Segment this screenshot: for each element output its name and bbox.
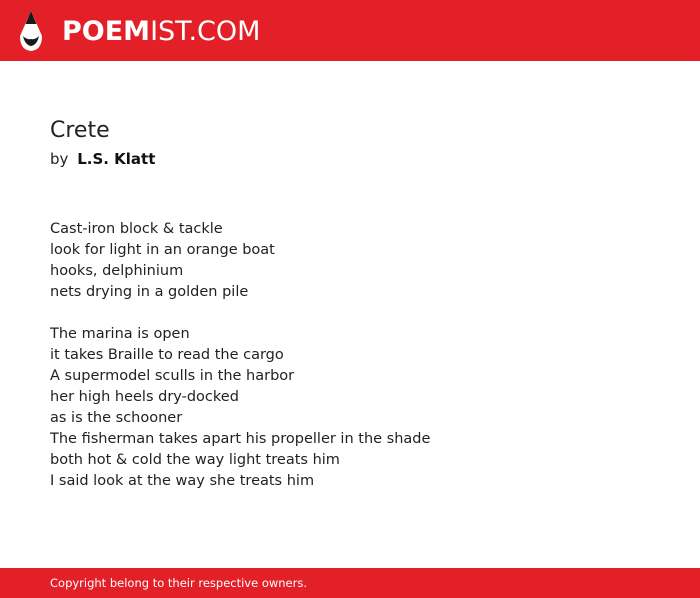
poem-line: look for light in an orange boat [50, 242, 275, 258]
author-link[interactable]: L.S. Klatt [77, 150, 156, 168]
poem-line: I said look at the way she treats him [50, 473, 315, 489]
site-logo-link[interactable] [18, 9, 260, 53]
poem-line: as is the schooner [50, 410, 183, 426]
poem-line: hooks, delphinium [50, 263, 184, 279]
poem-line: nets drying in a golden pile [50, 284, 249, 300]
poem-line: Cast-iron block & tackle [50, 221, 223, 237]
byline [50, 149, 670, 169]
logo-wordmark-light: IST.COM [150, 15, 261, 47]
poem-line: it takes Braille to read the cargo [50, 347, 284, 363]
poem-line: The marina is open [50, 326, 190, 342]
poem-line: The fisherman takes apart his propeller in the shade [50, 431, 431, 447]
poem-line: A supermodel sculls in the harbor [50, 368, 295, 384]
poem-body [50, 219, 670, 513]
poem-header [50, 117, 670, 169]
site-header [0, 0, 700, 61]
poem-title: Crete [50, 118, 110, 143]
logo-wordmark [62, 15, 261, 47]
site-footer [0, 568, 700, 598]
pencil-icon [18, 10, 44, 52]
by-label: by [50, 150, 69, 168]
logo-wordmark-bold: POEM [62, 15, 151, 47]
poem-line: both hot & cold the way light treats him [50, 452, 340, 468]
poem-stanza [50, 219, 670, 303]
poem-stanza [50, 324, 670, 492]
copyright-text: Copyright belong to their respective owners. [50, 576, 308, 590]
poem-line: her high heels dry-docked [50, 389, 239, 405]
